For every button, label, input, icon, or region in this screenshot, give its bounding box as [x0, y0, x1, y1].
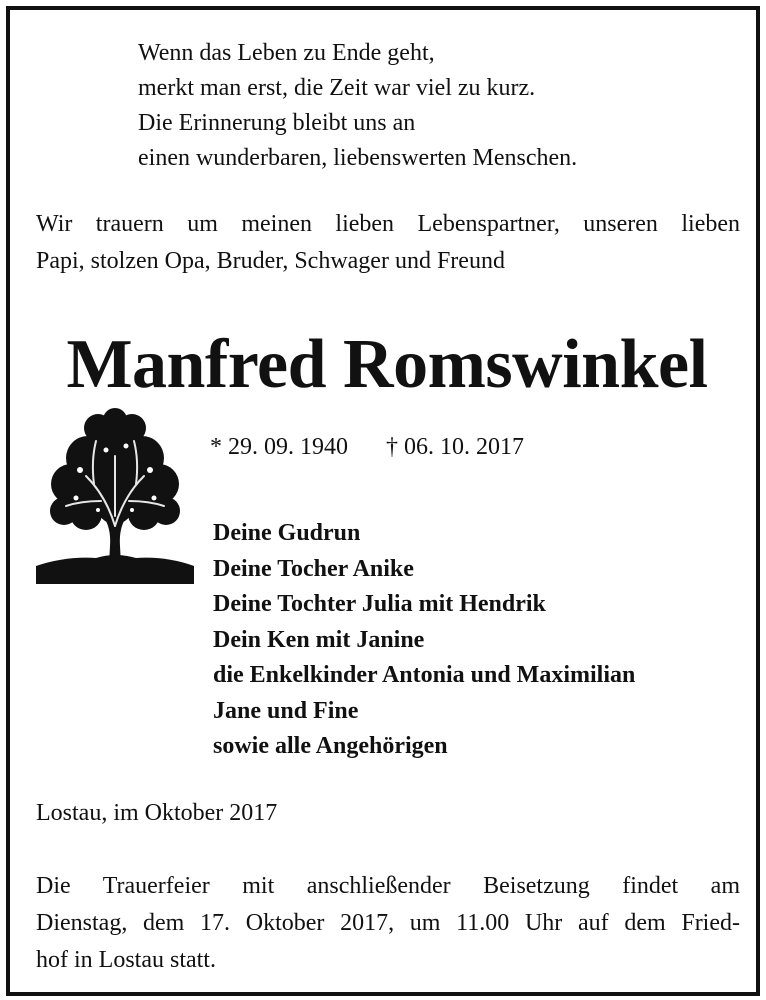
funeral-info [36, 868, 740, 979]
life-dates [210, 430, 524, 464]
intro-text [36, 206, 740, 280]
deceased-name: Manfred Romswinkel [66, 326, 708, 403]
poem-line: Die Erinnerung bleibt uns an [138, 110, 416, 136]
mourner: die Enkelkinder Antonia und Maximilian [213, 662, 636, 688]
mourner: Deine Tochter Julia mit Hendrik [213, 591, 546, 617]
place-date: Lostau, im Oktober 2017 [36, 800, 278, 826]
mourner: sowie alle Angehörigen [213, 733, 448, 759]
obituary-frame [6, 6, 760, 996]
funeral-line: Die Trauerfeier mit anschließender Beisetzung findet am [36, 873, 740, 899]
poem-line: einen wunderbaren, liebenswerten Menschen. [138, 145, 578, 171]
poem-line: merkt man erst, die Zeit war viel zu kurz. [138, 75, 536, 101]
birth-date: * 29. 09. 1940 [210, 434, 348, 460]
mourner: Deine Gudrun [213, 520, 361, 546]
mourner: Dein Ken mit Janine [213, 626, 425, 653]
poem-line: Wenn das Leben zu Ende geht, [138, 40, 435, 66]
death-date: † 06. 10. 2017 [386, 434, 524, 460]
funeral-line: hof in Lostau statt. [36, 947, 216, 973]
mourners-list [213, 516, 635, 765]
poem [138, 36, 577, 176]
tree-icon [36, 406, 194, 584]
intro-line: Papi, stolzen Opa, Bruder, Schwager und Freund [36, 248, 505, 274]
mourner: Deine Tocher Anike [213, 555, 414, 582]
funeral-line: Dienstag, dem 17. Oktober 2017, um 11.00 Uhr auf dem Fried- [36, 910, 740, 936]
intro-line: Wir trauern um meinen lieben Lebenspartner, unseren lieben [36, 211, 740, 237]
mourner: Jane und Fine [213, 697, 359, 724]
